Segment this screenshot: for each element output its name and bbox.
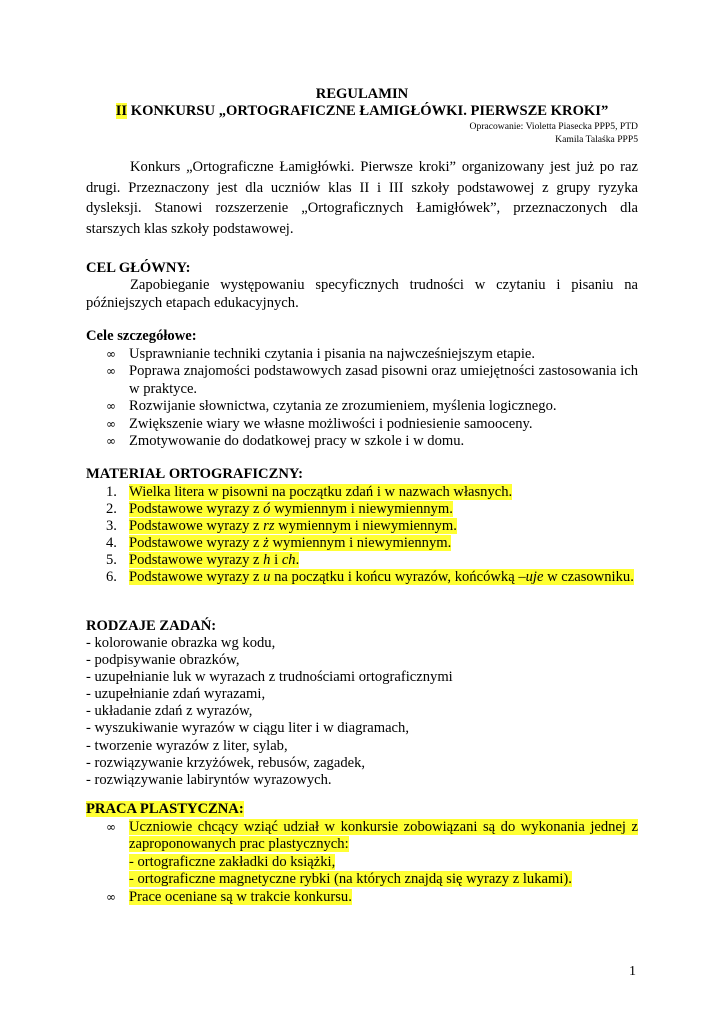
page-number: 1 xyxy=(629,964,636,979)
list-item: ∞ Poprawa znajomości podstawowych zasad pisowni oraz umiejętności zastosowania ich w praktyce. xyxy=(106,363,638,397)
list-item: 2. Podstawowe wyrazy z ó wymiennym i niewymiennym. xyxy=(106,501,453,517)
infinity-bullet-icon: ∞ xyxy=(106,347,116,361)
list-item: - podpisywanie obrazków, xyxy=(86,652,240,669)
infinity-bullet-icon: ∞ xyxy=(106,889,116,904)
task-types-list xyxy=(86,635,638,789)
detailed-goals-heading: Cele szczegółowe: xyxy=(86,328,197,344)
infinity-bullet-icon: ∞ xyxy=(106,416,116,431)
list-item: 3. Podstawowe wyrazy z rz wymiennym i niewymiennym. xyxy=(106,518,457,534)
list-item: - kolorowanie obrazka wg kodu, xyxy=(86,635,276,651)
list-item: 5. Podstawowe wyrazy z h i ch. xyxy=(106,552,300,568)
list-item: - uzupełnianie zdań wyrazami, xyxy=(86,686,266,703)
list-item: 4. Podstawowe wyrazy z ż wymiennym i niewymiennym. xyxy=(106,535,452,551)
infinity-bullet-icon: ∞ xyxy=(106,820,116,834)
detailed-goals-list xyxy=(86,346,638,450)
roman-numeral-highlighted: II xyxy=(115,103,128,119)
list-item: ∞ Usprawnianie techniki czytania i pisania na najwcześniejszym etapie. xyxy=(106,346,536,362)
document-subtitle xyxy=(86,103,638,120)
list-item: - rozwiązywanie krzyżówek, rebusów, zagadek, xyxy=(86,754,366,771)
list-item: ∞ Uczniowie chcący wziąć udział w konkursie zobowiązani są do wykonania jednej z zaproponowanych prac plastycznych: - ortograficzne zakładki do książki, - ortograficzne magnetyczne rybki (na których znajdą się wyrazy z lukami). xyxy=(106,819,638,888)
main-goal-text: Zapobieganie występowaniu specyficznych trudności w czytaniu i pisaniu na późniejszych etapach edukacyjnych. xyxy=(86,277,638,311)
list-item: 6. Podstawowe wyrazy z u na początku i końcu wyrazów, końcówką –uje w czasowniku. xyxy=(106,569,634,585)
infinity-bullet-icon: ∞ xyxy=(106,364,116,379)
infinity-bullet-icon: ∞ xyxy=(106,399,116,414)
document-title xyxy=(86,86,638,103)
list-item: ∞ Zwiększenie wiary we własne możliwości i podniesienie samooceny. xyxy=(106,415,533,432)
contest-name: KONKURSU „ORTOGRAFICZNE ŁAMIGŁÓWKI. PIERWSZE KROKI” xyxy=(127,103,609,119)
list-item: ∞ Zmotywowanie do dodatkowej pracy w szkole i w domu. xyxy=(106,433,465,450)
task-types-heading: RODZAJE ZADAŃ: xyxy=(86,618,217,634)
list-item: ∞ Rozwijanie słownictwa, czytania ze zrozumieniem, myślenia logicznego. xyxy=(106,398,557,415)
main-goal-heading: CEL GŁÓWNY: xyxy=(86,260,191,276)
material-list xyxy=(86,484,646,586)
title-regulamin: REGULAMIN xyxy=(315,86,409,102)
list-item: - uzupełnianie luk w wyrazach z trudnościami ortograficznymi xyxy=(86,669,453,686)
list-item: - układanie zdań z wyrazów, xyxy=(86,703,253,720)
artwork-heading: PRACA PLASTYCZNA: xyxy=(86,801,244,817)
list-item: - tworzenie wyrazów z liter, sylab, xyxy=(86,737,288,754)
infinity-bullet-icon: ∞ xyxy=(106,434,116,449)
list-item: - wyszukiwanie wyrazów w ciągu liter i w diagramach, xyxy=(86,720,409,737)
list-item: ∞ Prace oceniane są w trakcie konkursu. xyxy=(106,888,352,905)
material-heading: MATERIAŁ ORTOGRAFICZNY: xyxy=(86,466,303,482)
list-item: - rozwiązywanie labiryntów wyrazowych. xyxy=(86,771,332,788)
intro-paragraph: Konkurs „Ortograficzne Łamigłówki. Pierwsze kroki” organizowany jest już po raz drugi. Przeznaczony jest dla uczniów klas II i III szkoły podstawowej z grupy ryzyka dysleksji. Stanowi rozszerzenie „Ortograficznych Łamigłówek”, przeznaczonych dla starszych klas szkoły podstawowej. xyxy=(86,159,638,237)
author-line-1: Opracowanie: Violetta Piasecka PPP5, PTD xyxy=(469,121,638,132)
list-item: 1. Wielka litera w pisowni na początku zdań i w nazwach własnych. xyxy=(106,484,513,500)
artwork-list xyxy=(86,819,638,906)
author-line-2: Kamila Talaśka PPP5 xyxy=(555,134,638,145)
